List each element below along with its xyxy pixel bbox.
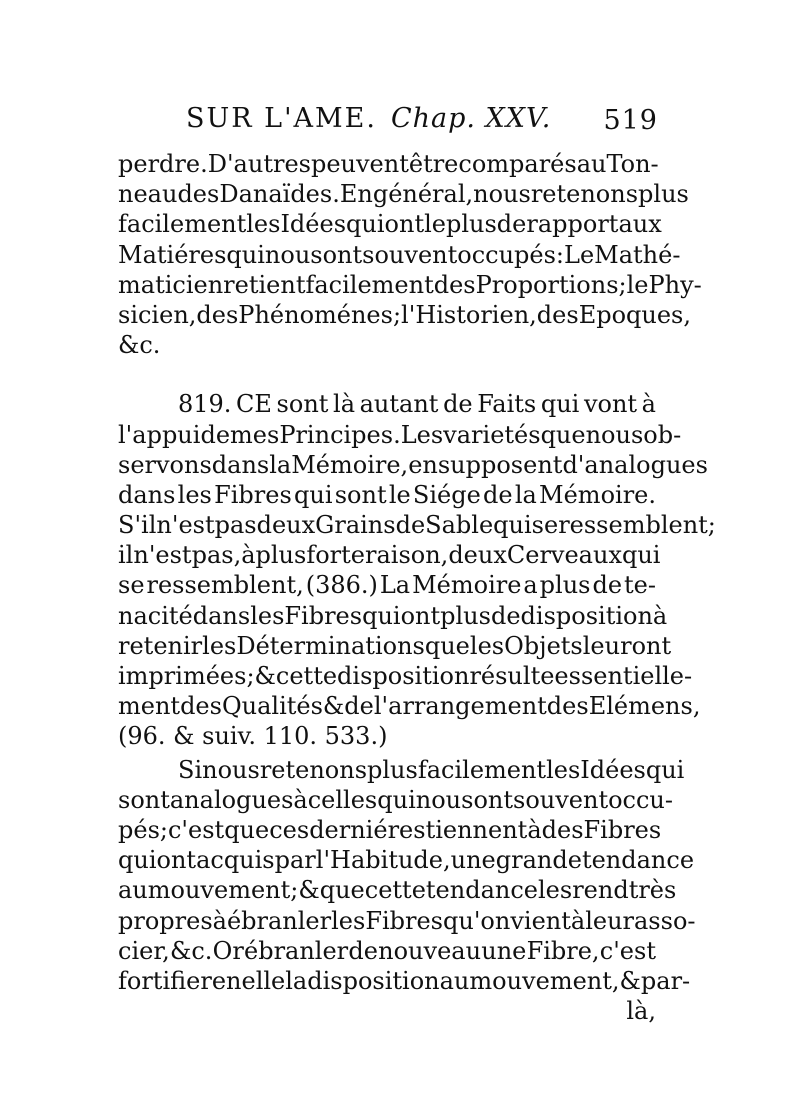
paragraph-gap: [118, 360, 656, 389]
text-line: [118, 631, 672, 661]
line-text: maticien retient facilement des Proportions ; le Phy-: [118, 270, 702, 299]
text-line: [118, 179, 689, 209]
line-text: Matiéres qui nous ont souvent occupés : Le Mathé-: [118, 240, 681, 269]
running-title-text: SUR L'AME.: [186, 103, 377, 134]
text-line: [118, 300, 691, 330]
text-line: [118, 755, 685, 785]
text-line: [118, 845, 695, 875]
text-line: [118, 906, 696, 936]
line-text: sicien, des Phénoménes ; l'Historien , des Epoques,: [118, 300, 691, 329]
text-line: [118, 149, 659, 179]
text-line: [118, 691, 701, 721]
line-text: pés ; c'est que ces derniéres tiennent à des Fibres: [118, 815, 662, 844]
catchword: là,: [626, 997, 656, 1026]
text-line: [118, 270, 702, 300]
line-text: (96. & suiv. 110. 533.): [118, 722, 388, 751]
text-line: [118, 601, 668, 631]
text-line: [118, 966, 691, 996]
line-text: cier, &c. Or ébranler de nouveau une Fibre, c'est: [118, 936, 656, 965]
text-line: [118, 721, 656, 751]
line-text: il n'est pas, à plus forte raison , deux Cerveaux qui: [118, 541, 661, 570]
catchword-line: [118, 996, 656, 1026]
text-line: [118, 480, 656, 510]
line-text: sont analogues à celles qui nous ont souvent occu-: [118, 785, 673, 814]
text-line: [118, 389, 656, 419]
line-text: dans les Fibres qui sont le Siége de la Mémoire.: [118, 480, 656, 509]
line-text: imprimées ; & cette disposition résulte essentielle-: [118, 662, 693, 690]
line-text: au mouvement ; & que cette tendance les rend très: [118, 876, 677, 905]
chapter-label: Chap. XXV.: [390, 103, 552, 134]
running-title: [186, 103, 551, 134]
running-head: [118, 103, 658, 149]
text-line: [118, 875, 677, 905]
line-text: neau des Danaïdes. En général, nous retenons plus: [118, 180, 689, 209]
line-text: fortifier en elle la disposition au mouvement, & par-: [118, 966, 691, 995]
line-text: retenir les Déterminations que les Objets leur ont: [118, 631, 672, 660]
line-text: qui ont acquis par l'Habitude, une grande tendance: [118, 846, 695, 875]
line-text: S'il n'est pas deux Grains de Sable qui se ressemblent;: [118, 511, 716, 540]
text-line: [118, 936, 656, 966]
text-line: [118, 661, 693, 691]
section-lead-line: 819. CE sont là autant de Faits qui vont à: [178, 390, 656, 419]
line-text: facilement les Idées qui ont le plus de rapport aux: [118, 210, 662, 239]
line-text: Si nous retenons plus facilement les Idées qui: [178, 755, 685, 784]
text-line: [118, 420, 682, 450]
line-text: propres à ébranler les Fibres qu'on vient à leur asso-: [118, 906, 696, 935]
text-line: [118, 785, 673, 815]
line-text: perdre. D'autres peuvent être comparés au Ton-: [118, 150, 659, 178]
line-text: nacité dans les Fibres qui ont plus de disposition à: [118, 601, 668, 630]
page-number: 519: [603, 105, 658, 136]
line-text: l'appui de mes Principes. Les varietés que nous ob-: [118, 420, 682, 449]
text-line: [118, 510, 716, 540]
text-line: [118, 240, 681, 270]
text-line: [118, 570, 656, 600]
line-text: &c.: [118, 331, 161, 360]
text-line: [118, 330, 656, 360]
text-line: [118, 209, 662, 239]
line-text: servons dans la Mémoire, en supposent d'analogues: [118, 450, 708, 479]
line-text: ment des Qualités & de l'arrangement des Elémens,: [118, 692, 701, 721]
line-text: se ressemblent, (386.) La Mémoire a plus de te-: [118, 571, 656, 600]
body-text: [118, 149, 716, 1026]
text-line: [118, 815, 662, 845]
text-line: [118, 540, 661, 570]
text-line: [118, 450, 708, 480]
